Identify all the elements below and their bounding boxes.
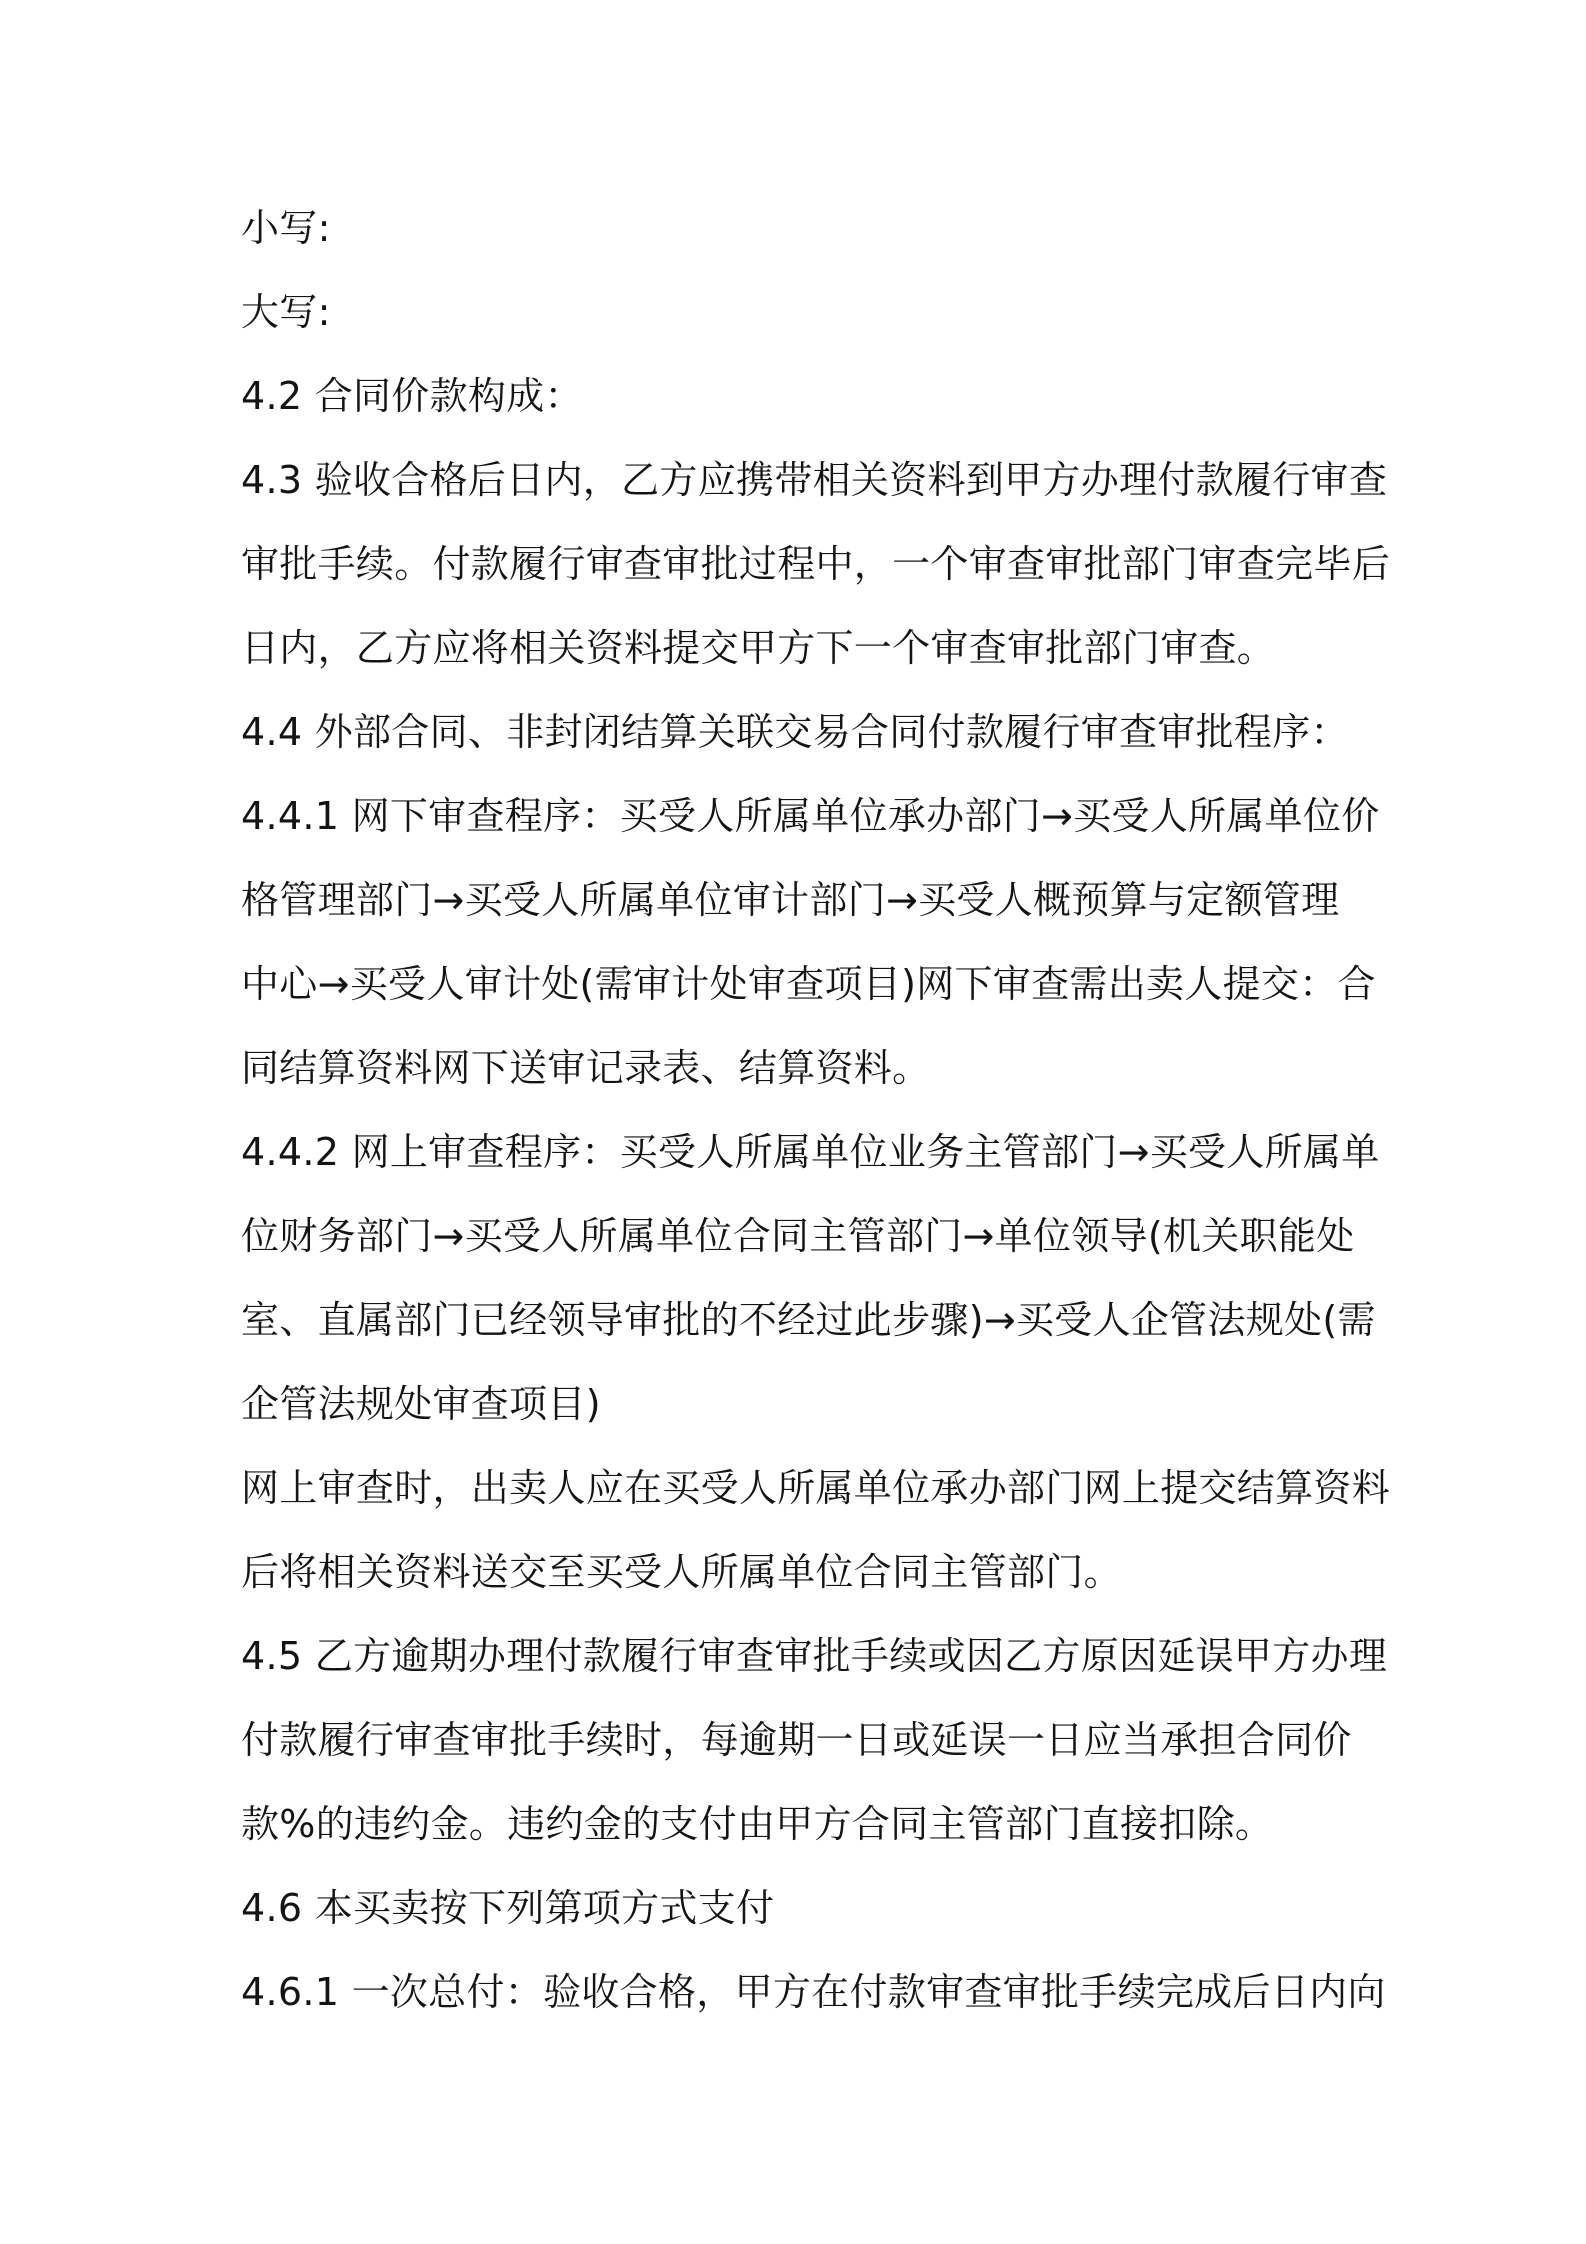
- contract-text: [241, 186, 1391, 2034]
- clause-4-6: 4.6 本买卖按下列第项方式支付: [241, 1886, 775, 1930]
- text-line-uppercase-amount: 大写:: [241, 290, 331, 334]
- clause-4-5-line-3: 款%的违约金。违约金的支付由甲方合同主管部门直接扣除。: [241, 1802, 1274, 1846]
- online-review-line-2: 后将相关资料送交至买受人所属单位合同主管部门。: [241, 1550, 1122, 1594]
- clause-4-4-1-line-2: 格管理部门→买受人所属单位审计部门→买受人概预算与定额管理: [241, 878, 1340, 922]
- text-line-lowercase-amount: 小写:: [241, 206, 331, 250]
- clause-4-4-2-line-2: 位财务部门→买受人所属单位合同主管部门→单位领导(机关职能处: [241, 1214, 1355, 1258]
- clause-4-4-1-line-3: 中心→买受人审计处(需审计处审查项目)网下审查需出卖人提交：合: [241, 962, 1376, 1006]
- clause-4-4-2-line-3: 室、直属部门已经领导审批的不经过此步骤)→买受人企管法规处(需: [241, 1298, 1376, 1342]
- clause-4-5-line-1: 4.5 乙方逾期办理付款履行审查审批手续或因乙方原因延误甲方办理: [241, 1634, 1388, 1678]
- online-review-line-1: 网上审查时，出卖人应在买受人所属单位承办部门网上提交结算资料: [241, 1466, 1391, 1510]
- clause-4-4-1-line-4: 同结算资料网下送审记录表、结算资料。: [241, 1046, 931, 1090]
- clause-4-3-line-3: 日内，乙方应将相关资料提交甲方下一个审查审批部门审查。: [241, 626, 1276, 670]
- clause-4-4: 4.4 外部合同、非封闭结算关联交易合同付款履行审查审批程序：: [241, 710, 1349, 754]
- clause-4-3-line-2: 审批手续。付款履行审查审批过程中，一个审查审批部门审查完毕后: [241, 542, 1391, 586]
- clause-4-2: 4.2 合同价款构成：: [241, 374, 583, 418]
- clause-4-4-2-line-4: 企管法规处审查项目): [241, 1382, 601, 1426]
- clause-4-6-1: 4.6.1 一次总付：验收合格，甲方在付款审查审批手续完成后日内向: [241, 1970, 1386, 2014]
- clause-4-3-line-1: 4.3 验收合格后日内，乙方应携带相关资料到甲方办理付款履行审查: [241, 458, 1388, 502]
- clause-4-5-line-2: 付款履行审查审批手续时，每逾期一日或延误一日应当承担合同价: [241, 1718, 1352, 1762]
- clause-4-4-2-line-1: 4.4.2 网上审查程序：买受人所属单位业务主管部门→买受人所属单: [241, 1130, 1380, 1174]
- clause-4-4-1-line-1: 4.4.1 网下审查程序：买受人所属单位承办部门→买受人所属单位价: [241, 794, 1380, 838]
